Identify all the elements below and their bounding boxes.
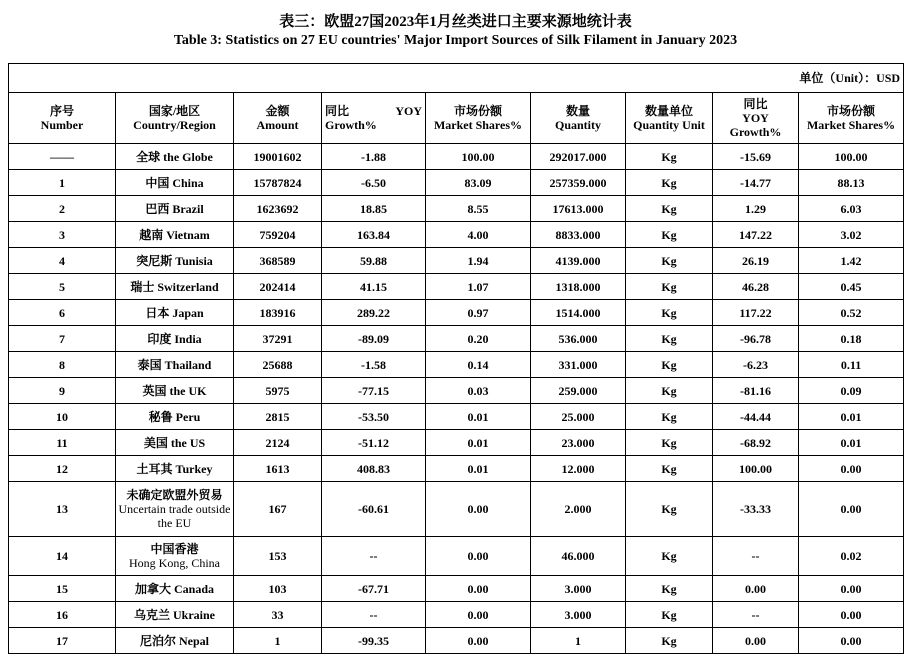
- cell-share-quantity: 0.52: [799, 300, 904, 326]
- cell-yoy-quantity: 117.22: [713, 300, 799, 326]
- cell-quantity-unit: Kg: [626, 576, 713, 602]
- cell-amount: 33: [234, 602, 322, 628]
- cell-yoy-amount: 163.84: [322, 222, 426, 248]
- cell-country: 中国 China: [116, 170, 234, 196]
- cell-amount: 202414: [234, 274, 322, 300]
- table-row: [9, 222, 904, 248]
- cell-yoy-quantity: 0.00: [713, 576, 799, 602]
- cell-share-amount: 0.00: [426, 576, 531, 602]
- cell-amount: 759204: [234, 222, 322, 248]
- cell-number: 6: [9, 300, 116, 326]
- cell-country: 巴西 Brazil: [116, 196, 234, 222]
- cell-quantity: 257359.000: [531, 170, 626, 196]
- cell-quantity: 536.000: [531, 326, 626, 352]
- cell-quantity-unit: Kg: [626, 404, 713, 430]
- cell-amount: 103: [234, 576, 322, 602]
- cell-yoy-amount: --: [322, 602, 426, 628]
- header-quantity: 数量 Quantity: [531, 93, 626, 144]
- cell-share-quantity: 0.00: [799, 482, 904, 537]
- cell-yoy-quantity: -96.78: [713, 326, 799, 352]
- header-number: 序号 Number: [9, 93, 116, 144]
- cell-share-amount: 0.00: [426, 628, 531, 654]
- header-amount: 金额 Amount: [234, 93, 322, 144]
- cell-amount: 368589: [234, 248, 322, 274]
- cell-country: 英国 the UK: [116, 378, 234, 404]
- table-row: [9, 430, 904, 456]
- cell-quantity: 3.000: [531, 576, 626, 602]
- cell-share-amount: 0.01: [426, 430, 531, 456]
- cell-number: 9: [9, 378, 116, 404]
- cell-share-amount: 100.00: [426, 144, 531, 170]
- cell-quantity: 46.000: [531, 537, 626, 576]
- cell-quantity: 23.000: [531, 430, 626, 456]
- cell-yoy-quantity: 46.28: [713, 274, 799, 300]
- cell-quantity-unit: Kg: [626, 430, 713, 456]
- table-row: [9, 300, 904, 326]
- cell-yoy-amount: -1.88: [322, 144, 426, 170]
- cell-yoy-amount: -51.12: [322, 430, 426, 456]
- cell-quantity-unit: Kg: [626, 222, 713, 248]
- cell-yoy-amount: 289.22: [322, 300, 426, 326]
- table-row: [9, 326, 904, 352]
- cell-yoy-quantity: 1.29: [713, 196, 799, 222]
- cell-amount: 37291: [234, 326, 322, 352]
- cell-share-amount: 1.94: [426, 248, 531, 274]
- cell-number: 3: [9, 222, 116, 248]
- cell-quantity: 259.000: [531, 378, 626, 404]
- cell-yoy-amount: 41.15: [322, 274, 426, 300]
- cell-country: 尼泊尔 Nepal: [116, 628, 234, 654]
- cell-share-quantity: 0.00: [799, 602, 904, 628]
- cell-quantity-unit: Kg: [626, 352, 713, 378]
- cell-quantity: 3.000: [531, 602, 626, 628]
- cell-share-amount: 0.14: [426, 352, 531, 378]
- cell-quantity-unit: Kg: [626, 628, 713, 654]
- cell-yoy-amount: 59.88: [322, 248, 426, 274]
- cell-yoy-quantity: -33.33: [713, 482, 799, 537]
- table-row: [9, 456, 904, 482]
- cell-number: 2: [9, 196, 116, 222]
- cell-yoy-amount: -60.61: [322, 482, 426, 537]
- cell-quantity-unit: Kg: [626, 196, 713, 222]
- cell-quantity: 1318.000: [531, 274, 626, 300]
- cell-share-amount: 4.00: [426, 222, 531, 248]
- cell-quantity: 12.000: [531, 456, 626, 482]
- cell-quantity-unit: Kg: [626, 274, 713, 300]
- cell-quantity-unit: Kg: [626, 170, 713, 196]
- cell-share-amount: 0.01: [426, 404, 531, 430]
- cell-quantity-unit: Kg: [626, 602, 713, 628]
- cell-share-amount: 0.03: [426, 378, 531, 404]
- cell-share-quantity: 0.00: [799, 576, 904, 602]
- cell-share-amount: 0.20: [426, 326, 531, 352]
- cell-quantity: 292017.000: [531, 144, 626, 170]
- header-quantity-unit: 数量单位 Quantity Unit: [626, 93, 713, 144]
- cell-share-quantity: 88.13: [799, 170, 904, 196]
- table-row: [9, 628, 904, 654]
- table-row: [9, 378, 904, 404]
- header-row: [9, 93, 904, 144]
- table-row: [9, 144, 904, 170]
- cell-number: 13: [9, 482, 116, 537]
- cell-country: 乌克兰 Ukraine: [116, 602, 234, 628]
- cell-share-amount: 0.00: [426, 602, 531, 628]
- cell-country: 未确定欧盟外贸易 Uncertain trade outside the EU: [116, 482, 234, 537]
- cell-amount: 2815: [234, 404, 322, 430]
- cell-yoy-quantity: 147.22: [713, 222, 799, 248]
- cell-yoy-amount: -1.58: [322, 352, 426, 378]
- cell-number: 1: [9, 170, 116, 196]
- cell-yoy-quantity: -81.16: [713, 378, 799, 404]
- cell-quantity: 331.000: [531, 352, 626, 378]
- cell-share-amount: 1.07: [426, 274, 531, 300]
- cell-yoy-amount: -99.35: [322, 628, 426, 654]
- table-row: [9, 170, 904, 196]
- table-row: [9, 482, 904, 537]
- header-share-amount: 市场份额 Market Shares%: [426, 93, 531, 144]
- table-row: [9, 576, 904, 602]
- table-row: [9, 196, 904, 222]
- cell-amount: 1: [234, 628, 322, 654]
- cell-yoy-quantity: --: [713, 537, 799, 576]
- cell-number: 15: [9, 576, 116, 602]
- cell-share-amount: 0.01: [426, 456, 531, 482]
- cell-quantity-unit: Kg: [626, 326, 713, 352]
- cell-quantity: 17613.000: [531, 196, 626, 222]
- cell-amount: 183916: [234, 300, 322, 326]
- cell-amount: 153: [234, 537, 322, 576]
- cell-amount: 15787824: [234, 170, 322, 196]
- cell-amount: 2124: [234, 430, 322, 456]
- cell-yoy-quantity: -44.44: [713, 404, 799, 430]
- cell-number: 10: [9, 404, 116, 430]
- cell-amount: 167: [234, 482, 322, 537]
- cell-yoy-amount: -6.50: [322, 170, 426, 196]
- cell-country: 美国 the US: [116, 430, 234, 456]
- cell-number: 4: [9, 248, 116, 274]
- cell-country: 日本 Japan: [116, 300, 234, 326]
- cell-country: 全球 the Globe: [116, 144, 234, 170]
- cell-quantity: 4139.000: [531, 248, 626, 274]
- cell-number: 14: [9, 537, 116, 576]
- cell-share-quantity: 0.00: [799, 628, 904, 654]
- cell-share-amount: 8.55: [426, 196, 531, 222]
- header-yoy-quantity: 同比 YOY Growth%: [713, 93, 799, 144]
- cell-amount: 1623692: [234, 196, 322, 222]
- table-row: [9, 248, 904, 274]
- table-title-cn: 表三：欧盟27国2023年1月丝类进口主要来源地统计表: [279, 14, 632, 30]
- cell-share-quantity: 0.02: [799, 537, 904, 576]
- cell-yoy-quantity: 100.00: [713, 456, 799, 482]
- cell-country: 加拿大 Canada: [116, 576, 234, 602]
- cell-share-quantity: 0.01: [799, 404, 904, 430]
- cell-number: ——: [9, 144, 116, 170]
- cell-number: 11: [9, 430, 116, 456]
- cell-quantity: 8833.000: [531, 222, 626, 248]
- cell-share-quantity: 0.45: [799, 274, 904, 300]
- cell-quantity-unit: Kg: [626, 482, 713, 537]
- cell-share-quantity: 6.03: [799, 196, 904, 222]
- table-row: [9, 602, 904, 628]
- cell-quantity: 1514.000: [531, 300, 626, 326]
- cell-number: 17: [9, 628, 116, 654]
- cell-yoy-quantity: 0.00: [713, 628, 799, 654]
- header-yoy-amount: 同比 YOY Growth%: [322, 93, 426, 144]
- cell-country: 瑞士 Switzerland: [116, 274, 234, 300]
- cell-yoy-amount: --: [322, 537, 426, 576]
- cell-number: 5: [9, 274, 116, 300]
- cell-number: 7: [9, 326, 116, 352]
- cell-share-quantity: 100.00: [799, 144, 904, 170]
- table-row: [9, 274, 904, 300]
- cell-amount: 25688: [234, 352, 322, 378]
- unit-note: 单位（Unit）：USD: [9, 64, 904, 93]
- cell-yoy-amount: -67.71: [322, 576, 426, 602]
- cell-share-quantity: 0.01: [799, 430, 904, 456]
- cell-yoy-quantity: -68.92: [713, 430, 799, 456]
- cell-number: 12: [9, 456, 116, 482]
- cell-quantity-unit: Kg: [626, 248, 713, 274]
- cell-yoy-amount: 408.83: [322, 456, 426, 482]
- cell-share-amount: 0.00: [426, 537, 531, 576]
- table-row: [9, 537, 904, 576]
- cell-number: 16: [9, 602, 116, 628]
- cell-yoy-quantity: --: [713, 602, 799, 628]
- cell-yoy-quantity: -14.77: [713, 170, 799, 196]
- cell-yoy-quantity: 26.19: [713, 248, 799, 274]
- cell-share-amount: 83.09: [426, 170, 531, 196]
- cell-share-quantity: 0.11: [799, 352, 904, 378]
- cell-country: 越南 Vietnam: [116, 222, 234, 248]
- cell-amount: 5975: [234, 378, 322, 404]
- cell-quantity-unit: Kg: [626, 456, 713, 482]
- table-row: [9, 404, 904, 430]
- cell-yoy-amount: 18.85: [322, 196, 426, 222]
- cell-share-quantity: 0.18: [799, 326, 904, 352]
- cell-quantity: 1: [531, 628, 626, 654]
- cell-yoy-amount: -53.50: [322, 404, 426, 430]
- import-sources-table: [8, 63, 904, 654]
- cell-country: 印度 India: [116, 326, 234, 352]
- cell-quantity-unit: Kg: [626, 144, 713, 170]
- cell-quantity-unit: Kg: [626, 537, 713, 576]
- cell-share-amount: 0.97: [426, 300, 531, 326]
- cell-share-quantity: 0.00: [799, 456, 904, 482]
- header-share-quantity: 市场份额 Market Shares%: [799, 93, 904, 144]
- table-row: [9, 352, 904, 378]
- cell-share-quantity: 1.42: [799, 248, 904, 274]
- cell-amount: 19001602: [234, 144, 322, 170]
- cell-quantity: 2.000: [531, 482, 626, 537]
- cell-yoy-quantity: -15.69: [713, 144, 799, 170]
- cell-share-amount: 0.00: [426, 482, 531, 537]
- cell-country: 秘鲁 Peru: [116, 404, 234, 430]
- cell-quantity-unit: Kg: [626, 300, 713, 326]
- cell-number: 8: [9, 352, 116, 378]
- cell-yoy-amount: -77.15: [322, 378, 426, 404]
- cell-country: 突尼斯 Tunisia: [116, 248, 234, 274]
- cell-country: 中国香港 Hong Kong, China: [116, 537, 234, 576]
- cell-share-quantity: 3.02: [799, 222, 904, 248]
- cell-country: 泰国 Thailand: [116, 352, 234, 378]
- table-title-en: Table 3: Statistics on 27 EU countries' Major Import Sources of Silk Filament in January 2023: [173, 33, 738, 48]
- cell-amount: 1613: [234, 456, 322, 482]
- cell-country: 土耳其 Turkey: [116, 456, 234, 482]
- cell-quantity: 25.000: [531, 404, 626, 430]
- cell-share-quantity: 0.09: [799, 378, 904, 404]
- cell-quantity-unit: Kg: [626, 378, 713, 404]
- cell-yoy-quantity: -6.23: [713, 352, 799, 378]
- cell-yoy-amount: -89.09: [322, 326, 426, 352]
- header-country: 国家/地区 Country/Region: [116, 93, 234, 144]
